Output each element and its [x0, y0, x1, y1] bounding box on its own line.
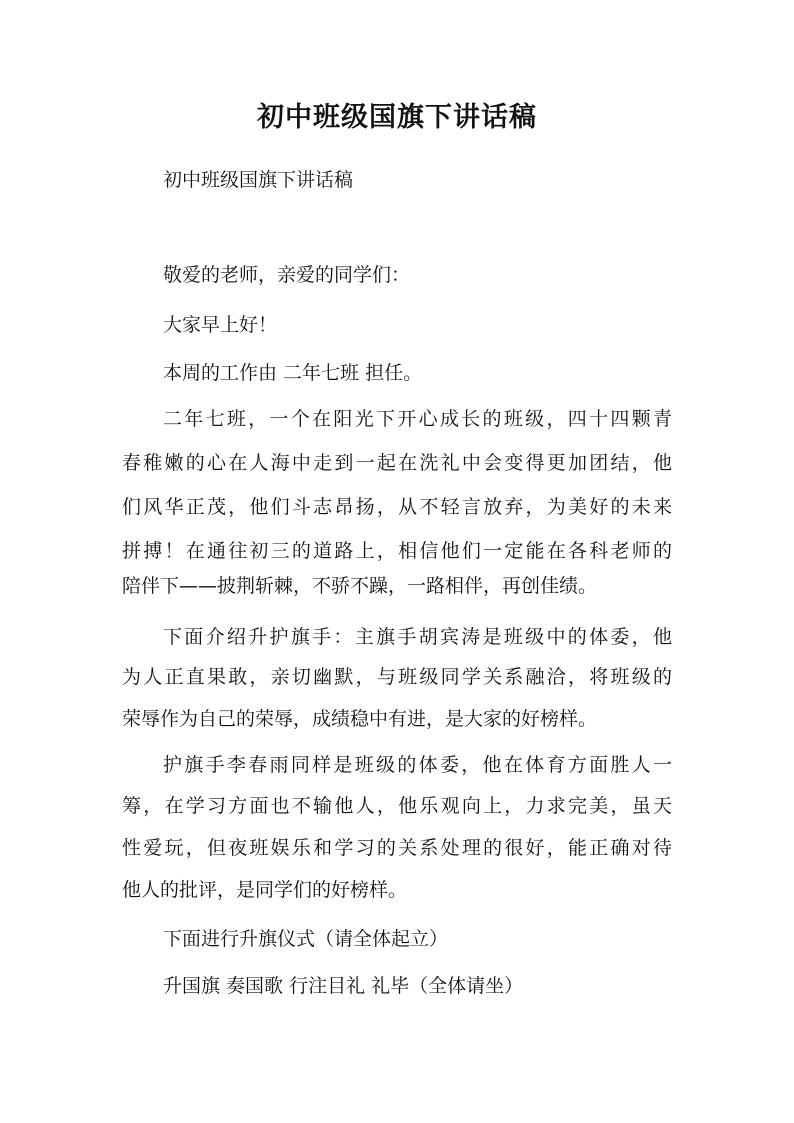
ceremony-instruction: 下面进行升旗仪式（请全体起立） — [163, 928, 449, 950]
para2-line-3: 荣辱作为自己的荣辱，成绩稳中有进，是大家的好榜样。 — [122, 708, 598, 730]
para3-line-2: 筹，在学习方面也不输他人，他乐观向上，力求完美，虽天 — [122, 795, 672, 817]
subtitle: 初中班级国旗下讲话稿 — [163, 169, 354, 191]
para1-line-3: 们风华正茂，他们斗志昂扬，从不轻言放弃，为美好的未来 — [122, 496, 672, 518]
para2-line-2: 为人正直果敢，亲切幽默，与班级同学关系融洽，将班级的 — [122, 666, 672, 688]
para1-line-4: 拼搏！在通往初三的道路上，相信他们一定能在各科老师的 — [122, 540, 672, 562]
morning-greeting: 大家早上好！ — [163, 314, 278, 336]
para1-line-5: 陪伴下——披荆斩棘，不骄不躁，一路相伴，再创佳绩。 — [122, 575, 598, 597]
para1-line-2: 春稚嫩的心在人海中走到一起在洗礼中会变得更加团结，他 — [122, 452, 672, 474]
para3-line-1: 护旗手李春雨同样是班级的体委，他在体育方面胜人一 — [163, 754, 672, 776]
para3-line-4: 他人的批评，是同学们的好榜样。 — [122, 879, 408, 901]
greeting: 敬爱的老师，亲爱的同学们： — [163, 264, 411, 286]
para3-line-3: 性爱玩，但夜班娱乐和学习的关系处理的很好，能正确对待 — [122, 837, 672, 859]
document-title: 初中班级国旗下讲话稿 — [257, 102, 537, 133]
ceremony-steps: 升国旗 奏国歌 行注目礼 礼毕（全体请坐） — [163, 975, 524, 997]
duty-class-line: 本周的工作由 二年七班 担任。 — [163, 362, 423, 384]
para2-line-1: 下面介绍升护旗手：主旗手胡宾涛是班级中的体委，他 — [163, 626, 672, 648]
para1-line-1: 二年七班，一个在阳光下开心成长的班级，四十四颗青 — [163, 408, 672, 430]
